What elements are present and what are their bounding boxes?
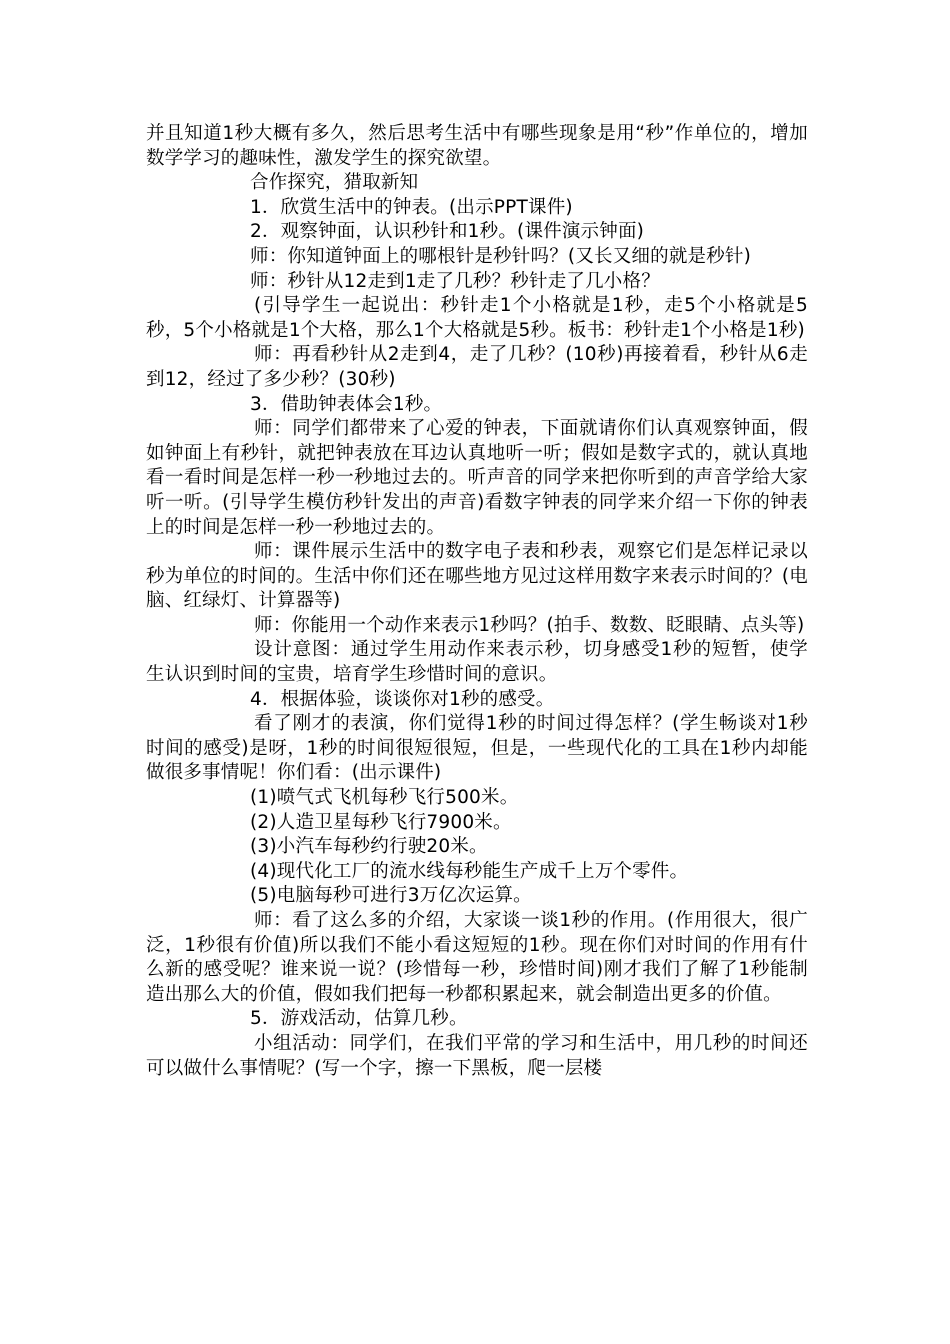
paragraph-example-2: (2)人造卫星每秒飞行7900米。 [250,811,512,833]
paragraph-step-3: 3．借助钟表体会1秒。 [250,393,443,415]
document-page [146,122,808,1081]
paragraph-step-4: 4．根据体验，谈谈你对1秒的感受。 [250,688,555,710]
paragraph-teacher-summary: 师：看了这么多的介绍，大家谈一谈1秒的作用。(作用很大，很广泛，1秒很有价值)所以我们不能小看这短短的1秒。现在你们对时间的作用有什么新的感受呢？谁来说一说？(珍惜每一秒，珍惜时间)刚才我们了解了1秒能制造出那么大的价值，假如我们把每一秒都积累起来，就会制造出更多的价值。 [146,910,808,1005]
paragraph-teacher-activity-2: 师：课件展示生活中的数字电子表和秒表，观察它们是怎样记录以秒为单位的时间的。生活中你们还在哪些地方见过这样用数字来表示时间的？(电脑、红绿灯、计算器等) [146,541,808,612]
paragraph-example-1: (1)喷气式飞机每秒飞行500米。 [250,787,519,809]
paragraph-teacher-question-4: 师：你能用一个动作来表示1秒吗？(拍手、数数、眨眼睛、点头等) [254,614,805,636]
paragraph-teacher-question-3: 师：再看秒针从2走到4，走了几秒？(10秒)再接着看，秒针从6走到12，经过了多少秒？(30秒) [146,344,808,390]
paragraph-example-4: (4)现代化工厂的流水线每秒能生产成千上万个零件。 [250,860,689,882]
paragraph-feeling-discussion: 看了刚才的表演，你们觉得1秒的时间过得怎样？(学生畅谈对1秒时间的感受)是呀，1秒的时间很短很短，但是，一些现代化的工具在1秒内却能做很多事情呢！你们看：(出示课件) [146,713,808,784]
paragraph-step-5: 5．游戏活动，估算几秒。 [250,1008,468,1030]
paragraph-teacher-activity-1: 师：同学们都带来了心爱的钟表，下面就请你们认真观察钟面，假如钟面上有秒针，就把钟表放在耳边认真地听一听；假如是数字式的，就认真地看一看时间是怎样一秒一秒地过去的。听声音的同学来把你听到的声音学给大家听一听。(引导学生模仿秒针发出的声音)看数字钟表的同学来介绍一下你的钟表上的时间是怎样一秒一秒地过去的。 [146,418,808,538]
paragraph-intro-continued: 并且知道1秒大概有多久，然后思考生活中有哪些现象是用“秒”作单位的，增加数学学习的趣味性，激发学生的探究欲望。 [146,123,808,169]
paragraph-example-5: (5)电脑每秒可进行3万亿次运算。 [250,885,532,907]
paragraph-teacher-question-1: 师：你知道钟面上的哪根针是秒针吗？(又长又细的就是秒针) [250,245,752,267]
paragraph-teacher-question-2: 师：秒针从12走到1走了几秒？秒针走了几小格？ [250,270,660,292]
paragraph-step-1: 1．欣赏生活中的钟表。(出示PPT课件) [250,196,573,218]
paragraph-group-activity: 小组活动：同学们，在我们平常的学习和生活中，用几秒的时间还可以做什么事情呢？(写一个字，擦一下黑板，爬一层楼 [146,1032,808,1079]
paragraph-example-3: (3)小汽车每秒约行驶20米。 [250,836,488,858]
paragraph-guidance-note: (引导学生一起说出：秒针走1个小格就是1秒，走5个小格就是5秒，5个小格就是1个大格，那么1个大格就是5秒。板书：秒针走1个小格是1秒) [146,295,808,341]
paragraph-step-2: 2．观察钟面，认识秒针和1秒。(课件演示钟面) [250,221,645,243]
paragraph-section-heading: 合作探究，猎取新知 [250,172,419,194]
paragraph-design-intent: 设计意图：通过学生用动作来表示秒，切身感受1秒的短暂，使学生认识到时间的宝贵，培育学生珍惜时间的意识。 [146,639,808,686]
